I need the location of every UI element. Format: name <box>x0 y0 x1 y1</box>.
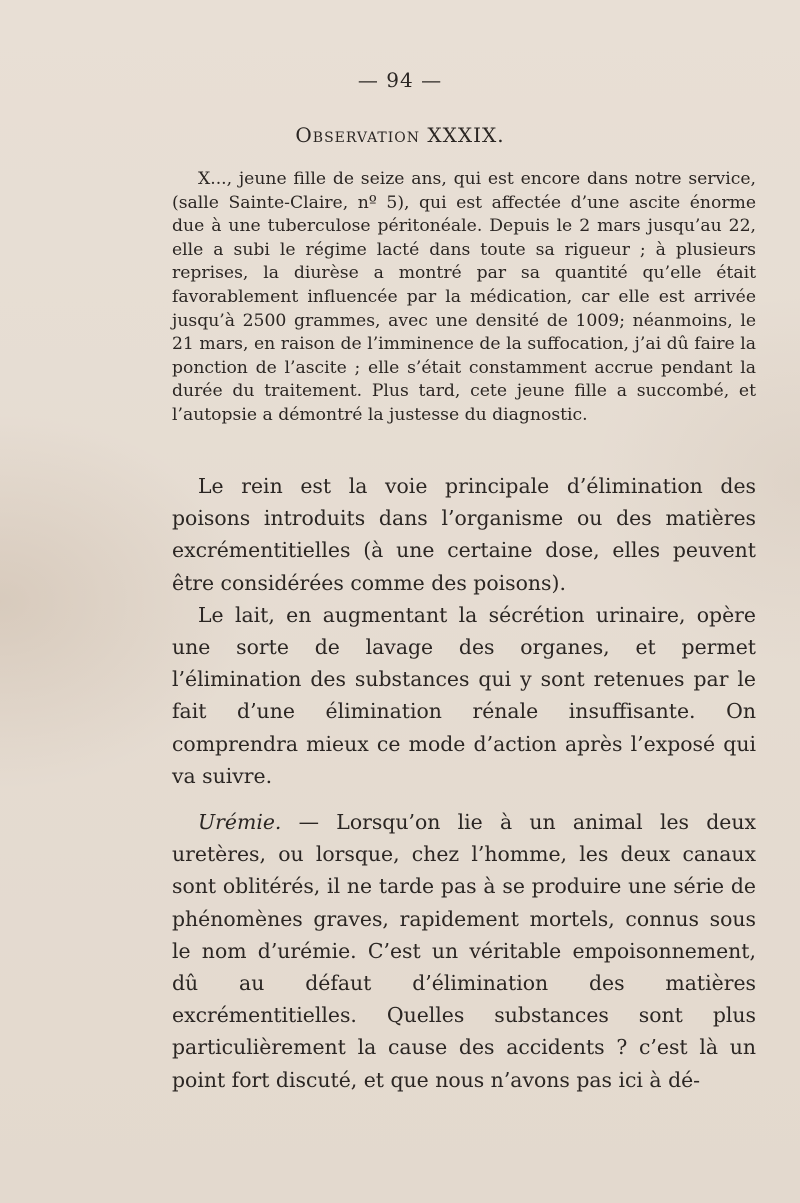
paragraph-lait: Le lait, en augmentant la sécrétion urinaire, opère une sorte de lavage des organes, et permet l’élimination des substances qui y sont retenues par le fait d’une élimination rénale insuffisante. On comprendra mieux ce mode d’action après l’exposé qui va suivre. <box>172 602 756 788</box>
paragraph-elimination: Le rein est la voie principale d’élimination des poisons introduits dans l’organisme ou des matières excrémentitielles (à une certaine dose, elles peuvent être considérées comme des poisons). <box>172 474 756 595</box>
observation-paragraph: X..., jeune fille de seize ans, qui est encore dans notre service, (salle Sainte-Claire, nº 5), qui est affectée d’une ascite énorme due à une tuberculose péritonéale. Depuis le 2 mars jusqu’au 22, elle a subi le régime lacté dans toute sa rigueur ; à plusieurs reprises, la diurèse a montré par sa quantité qu’elle était favorablement influencée par la médication, car elle est arrivée jusqu’à 2500 grammes, avec une densité de 1009; néanmoins, le 21 mars, en raison de l’imminence de la suffocation, j’ai dû faire la ponction de l’ascite ; elle s’était constamment accrue pendant la durée du traitement. Plus tard, cete jeune fille a succombé, et l’autopsie a démontré la justesse du diagnostic. <box>172 169 756 425</box>
observation-block <box>172 168 756 428</box>
paragraph-uremie <box>172 806 756 1096</box>
uremie-heading: Urémie. <box>198 810 282 835</box>
uremie-text: — Lorsqu’on lie à un animal les deux uretères, ou lorsque, chez l’homme, les deux canaux sont oblitérés, il ne tarde pas à se produire une série de phénomènes graves, rapidement mortels, connus sous le nom d’urémie. C’est un véritable empoisonnement, dû au défaut d’élimination des matières excrémentitielles. Quelles substances sont plus particulièrement la cause des accidents ? c’est là un point fort discuté, et que nous n’avons pas ici à dé- <box>172 810 756 1092</box>
page-number: — 94 — <box>357 68 443 92</box>
paragraph-gap <box>172 792 756 806</box>
observation-title: Observation XXXIX. <box>295 123 505 147</box>
main-text <box>172 470 756 1096</box>
